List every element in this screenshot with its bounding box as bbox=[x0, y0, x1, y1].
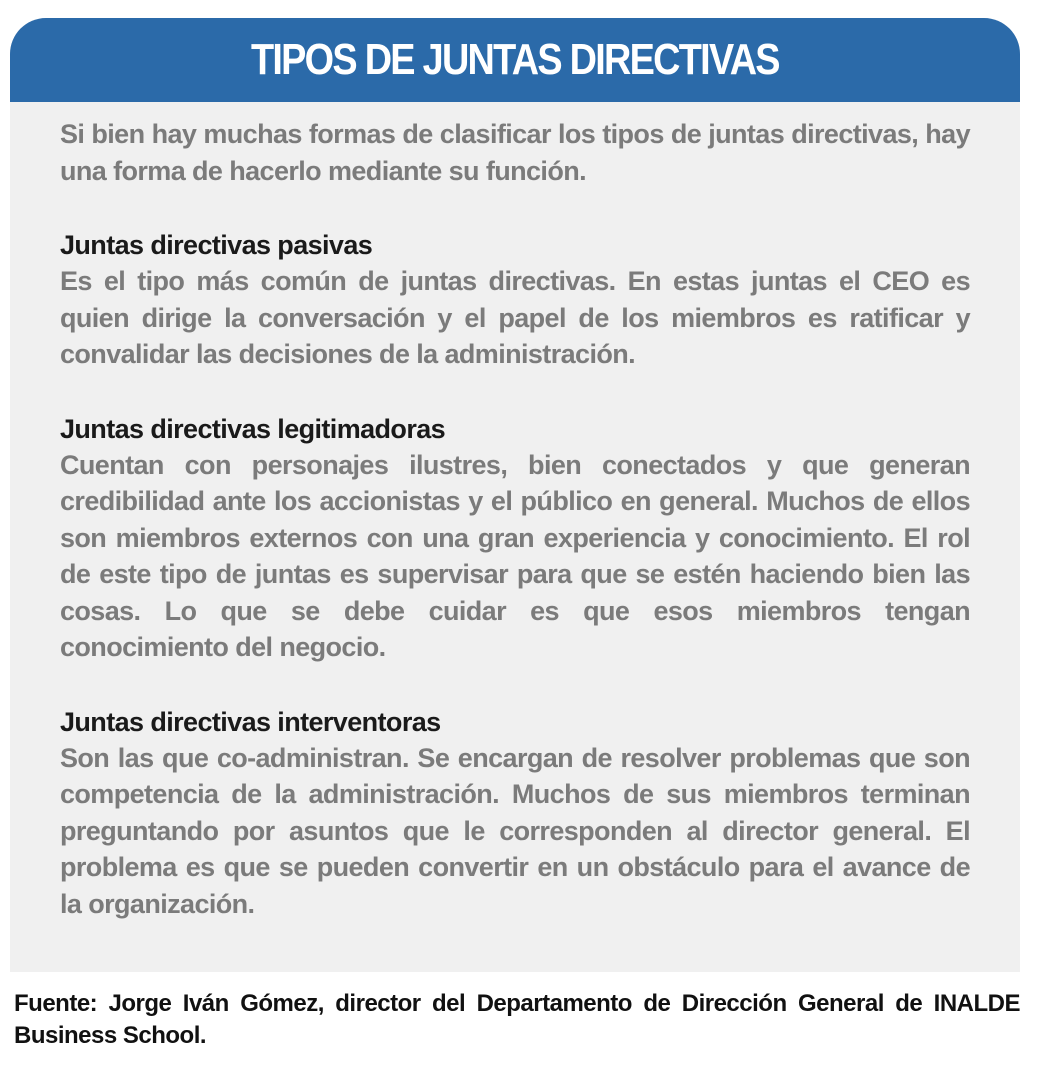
info-box bbox=[10, 18, 1020, 972]
section-legitimadoras bbox=[60, 411, 970, 666]
box-header bbox=[10, 18, 1020, 102]
box-content bbox=[10, 102, 1020, 922]
section-pasivas bbox=[60, 227, 970, 373]
section-title: Juntas directivas pasivas bbox=[60, 230, 373, 260]
section-body: Es el tipo más común de juntas directivas. En estas juntas el CEO es quien dirige la conversación y el papel de los miembros es ratificar y convalidar las decisiones de la administración. bbox=[60, 266, 970, 369]
section-interventoras bbox=[60, 704, 970, 923]
section-body: Cuentan con personajes ilustres, bien conectados y que generan credibilidad ante los accionistas y el público en general. Muchos de ellos son miembros externos con una gran experiencia y conocimiento. El rol de este tipo de juntas es supervisar para que se estén haciendo bien las cosas. Lo que se debe cuidar es que esos miembros tengan conocimiento del negocio. bbox=[60, 449, 970, 662]
section-title: Juntas directivas interventoras bbox=[60, 706, 441, 737]
page-title: TIPOS DE JUNTAS DIRECTIVAS bbox=[251, 35, 779, 84]
section-title: Juntas directivas legitimadoras bbox=[60, 413, 446, 444]
intro-paragraph: Si bien hay muchas formas de clasificar los tipos de juntas directivas, hay una forma de hacerlo mediante su función. bbox=[60, 119, 970, 186]
section-body: Son las que co-administran. Se encargan de resolver problemas que son competencia de la administración. Muchos de sus miembros terminan preguntando por asuntos que le corresponden al director general. El problema es que se pueden convertir en un obstáculo para el avance de la organización. bbox=[60, 742, 970, 919]
source-note: Fuente: Jorge Iván Gómez, director del Departamento de Dirección General de INALDE Business School. bbox=[14, 990, 1020, 1049]
